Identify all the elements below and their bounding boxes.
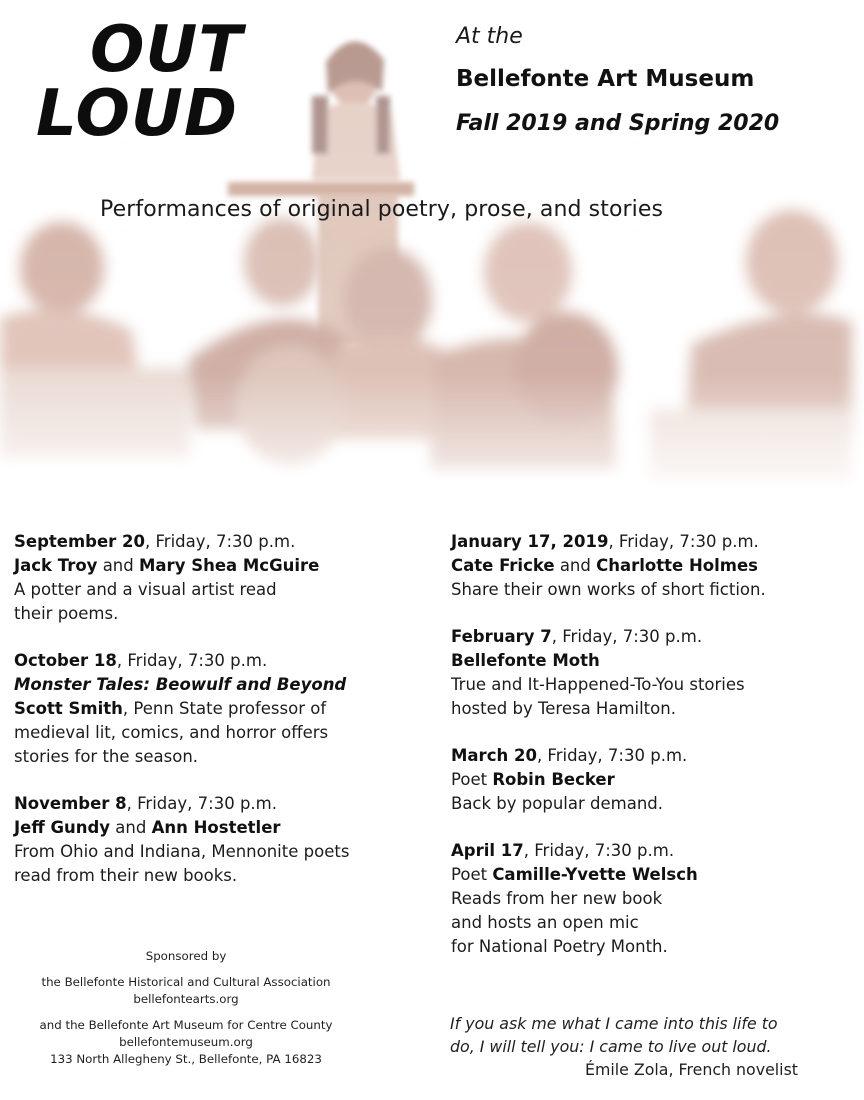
event-description: True and It-Happened-To-You stories	[451, 675, 745, 694]
performer-name: Camille-Yvette Welsch	[492, 865, 698, 884]
event-november	[14, 792, 414, 888]
event-date: November 8	[14, 794, 127, 813]
event-date: January 17, 2019	[451, 532, 609, 551]
performer-name: Mary Shea McGuire	[139, 556, 320, 575]
series-subtitle: Performances of original poetry, prose, and stories	[100, 197, 664, 222]
event-march	[451, 744, 851, 816]
event-description: their poems.	[14, 604, 119, 623]
performer-name: Ann Hostetler	[151, 818, 281, 837]
quote-line-2: do, I will tell you: I came to live out loud.	[450, 1037, 772, 1056]
event-description: stories for the season.	[14, 747, 199, 766]
sponsor-address: 133 North Allegheny St., Bellefonte, PA 16823	[50, 1052, 322, 1066]
event-date: March 20	[451, 746, 537, 765]
conjunction: and	[110, 818, 152, 837]
quote-attribution: Émile Zola, French novelist	[585, 1060, 798, 1079]
event-program-title: Monster Tales: Beowulf and Beyond	[14, 675, 347, 694]
performer-role: Poet	[451, 770, 493, 789]
quote-line-1: If you ask me what I came into this life to	[450, 1014, 778, 1033]
sponsor-org-2: and the Bellefonte Art Museum for Centre County	[39, 1018, 333, 1032]
event-description: Reads from her new book	[451, 889, 663, 908]
sponsored-by-label: Sponsored by	[145, 949, 227, 963]
events-column-left	[14, 530, 414, 911]
event-description: From Ohio and Indiana, Mennonite poets	[14, 842, 350, 861]
event-february	[451, 625, 851, 721]
conjunction: and	[554, 556, 597, 575]
event-october	[14, 649, 414, 769]
event-description: read from their new books.	[14, 866, 238, 885]
event-time: , Friday, 7:30 p.m.	[145, 532, 296, 551]
performer-name: Robin Becker	[492, 770, 615, 789]
venue-header	[456, 24, 779, 138]
event-september	[14, 530, 414, 626]
event-description: for National Poetry Month.	[451, 937, 668, 956]
performer-name: Cate Fricke	[451, 556, 555, 575]
conjunction: and	[97, 556, 139, 575]
event-description: hosted by Teresa Hamilton.	[451, 699, 676, 718]
out-loud-title	[36, 13, 244, 151]
event-date: September 20	[14, 532, 146, 551]
event-time: , Friday, 7:30 p.m.	[116, 651, 268, 670]
title-line-2: LOUD	[36, 77, 238, 151]
performer-name: Charlotte Holmes	[596, 556, 758, 575]
season-dates: Fall 2019 and Spring 2020	[456, 111, 780, 136]
sponsor-org-1: the Bellefonte Historical and Cultural Association	[41, 975, 331, 989]
sponsor-block	[16, 948, 356, 1068]
performer-name: Jack Troy	[14, 556, 98, 575]
event-date: October 18	[14, 651, 117, 670]
event-january	[451, 530, 851, 602]
zola-quote	[450, 1012, 810, 1081]
at-the-label: At the	[456, 24, 523, 49]
sponsor-url-1: bellefontearts.org	[133, 992, 239, 1006]
event-april	[451, 839, 851, 959]
event-time: , Friday, 7:30 p.m.	[608, 532, 759, 551]
museum-name: Bellefonte Art Museum	[456, 66, 755, 92]
event-description: , Penn State professor of	[122, 699, 327, 718]
performer-role: Poet	[451, 865, 493, 884]
event-description: Back by popular demand.	[451, 794, 663, 813]
events-column-right	[451, 530, 851, 982]
performer-name: Bellefonte Moth	[451, 651, 600, 670]
title-line-1: OUT	[90, 13, 244, 87]
event-time: , Friday, 7:30 p.m.	[551, 627, 703, 646]
event-description: medieval lit, comics, and horror offers	[14, 723, 329, 742]
event-description: Share their own works of short fiction.	[451, 580, 766, 599]
event-time: , Friday, 7:30 p.m.	[126, 794, 277, 813]
event-date: February 7	[451, 627, 552, 646]
event-date: April 17	[451, 841, 524, 860]
performer-name: Scott Smith	[14, 699, 123, 718]
sponsor-url-2: bellefontemuseum.org	[119, 1035, 253, 1049]
performer-name: Jeff Gundy	[14, 818, 111, 837]
event-description: and hosts an open mic	[451, 913, 639, 932]
event-time: , Friday, 7:30 p.m.	[523, 841, 675, 860]
event-description: A potter and a visual artist read	[14, 580, 277, 599]
event-time: , Friday, 7:30 p.m.	[536, 746, 688, 765]
